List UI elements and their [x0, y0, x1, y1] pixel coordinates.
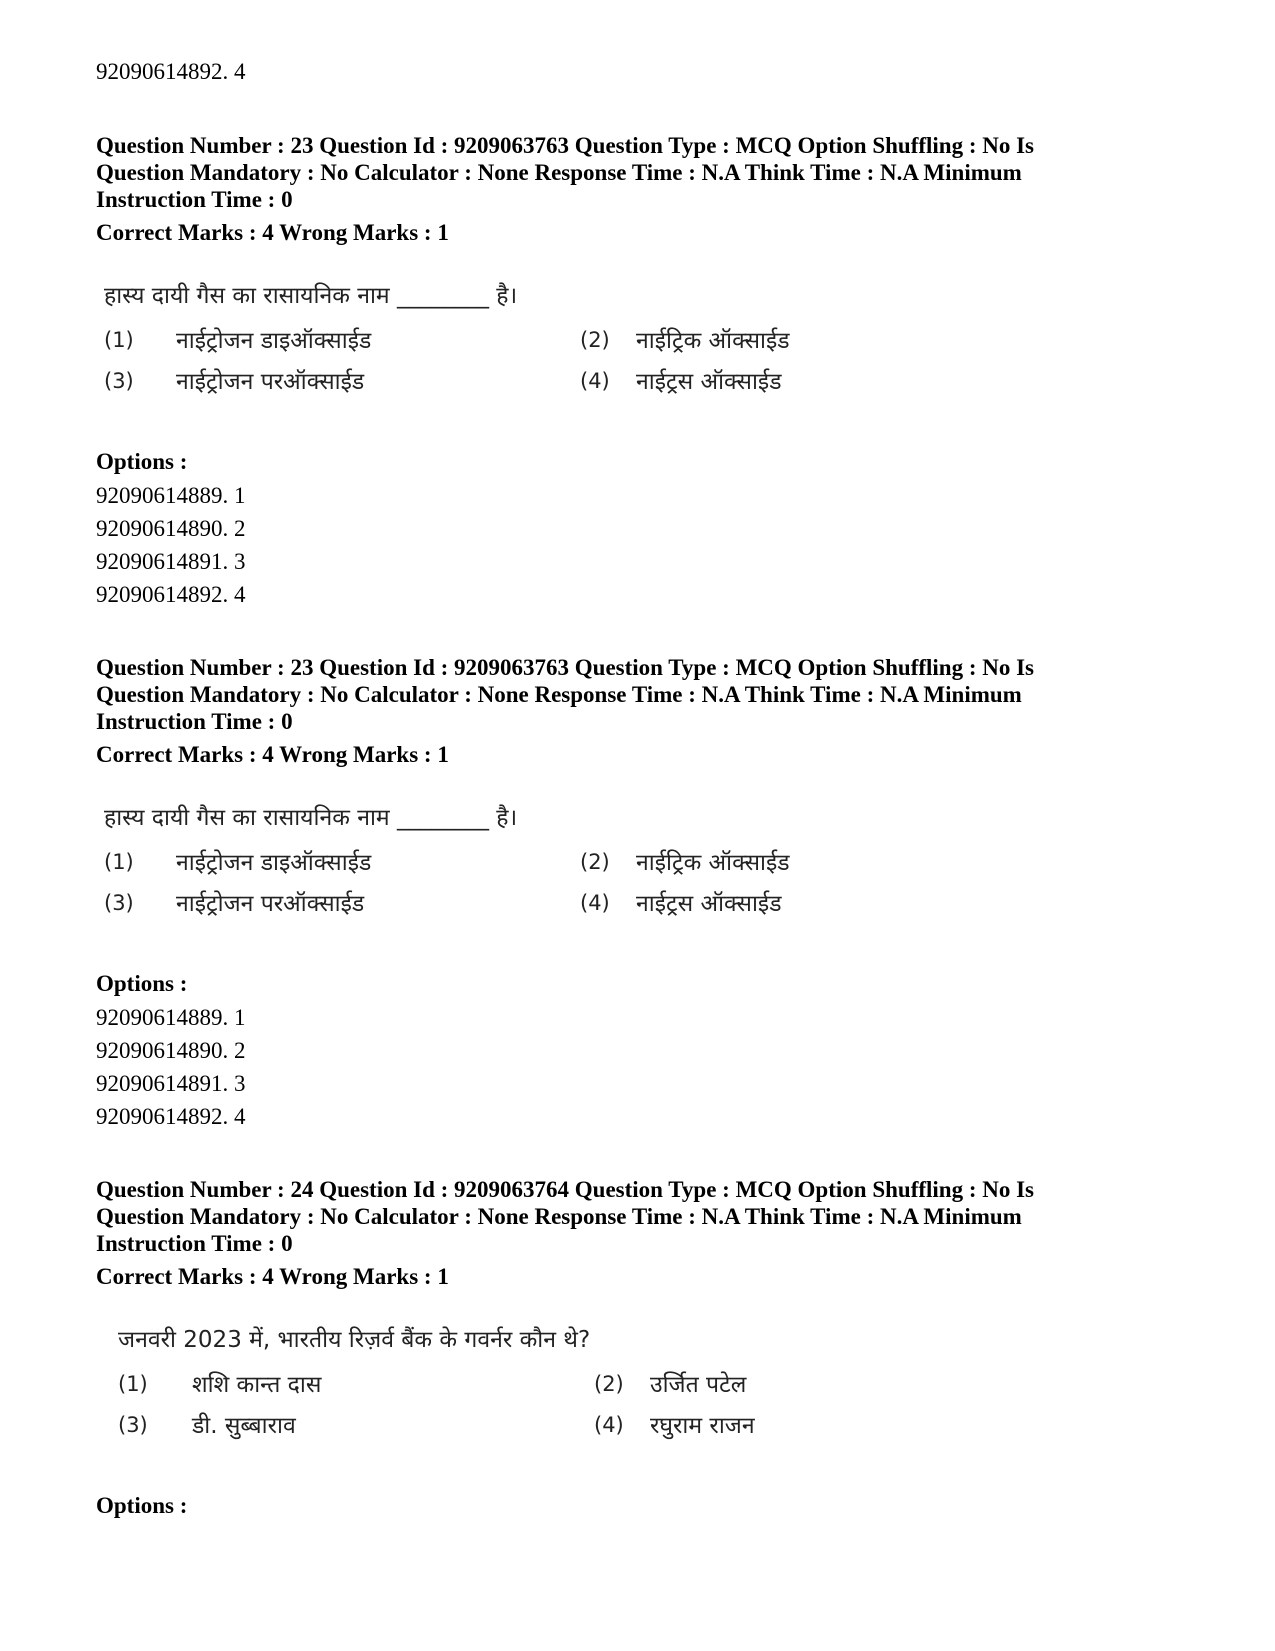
question-meta-line: Question Mandatory : No Calculator : None Response Time : N.A Think Time : N.A Minimum: [96, 160, 1022, 185]
choice-text: डी. सुब्बाराव: [192, 1413, 296, 1439]
option-line: 92090614890. 2: [96, 1038, 246, 1063]
choice-text: नाईट्रोजन डाइऑक्साईड: [176, 328, 372, 354]
choice-number: (4): [580, 369, 610, 393]
option-line: 92090614892. 4: [96, 582, 246, 607]
marks-line: Correct Marks : 4 Wrong Marks : 1: [96, 220, 449, 245]
choice-text: नाईट्रस ऑक्साईड: [636, 891, 782, 917]
question-meta-line: Question Number : 24 Question Id : 9209063764 Question Type : MCQ Option Shuffling : No Is: [96, 1177, 1035, 1202]
question-text: हास्य दायी गैस का रासायनिक नाम ________ है।: [104, 805, 518, 831]
choice-number: (3): [104, 891, 134, 915]
options-heading: Options :: [96, 971, 188, 996]
option-line: 92090614891. 3: [96, 1071, 246, 1096]
option-line: 92090614889. 1: [96, 1005, 246, 1030]
choice-number: (3): [104, 369, 134, 393]
option-line: 92090614892. 4: [96, 59, 246, 84]
option-line: 92090614889. 1: [96, 483, 246, 508]
question-meta-line: Instruction Time : 0: [96, 1231, 293, 1256]
choice-text: नाईट्रिक ऑक्साईड: [636, 328, 790, 354]
option-line: 92090614890. 2: [96, 516, 246, 541]
choice-text: नाईट्रिक ऑक्साईड: [636, 850, 790, 876]
options-heading: Options :: [96, 449, 188, 474]
choice-number: (2): [594, 1372, 624, 1396]
choice-number: (1): [118, 1372, 148, 1396]
choice-text: नाईट्रोजन परऑक्साईड: [176, 369, 365, 395]
choice-text: उर्जित पटेल: [650, 1372, 747, 1398]
option-line: 92090614892. 4: [96, 1104, 246, 1129]
choice-number: (1): [104, 328, 134, 352]
options-heading: Options :: [96, 1493, 188, 1518]
choice-text: रघुराम राजन: [650, 1413, 755, 1439]
choice-text: नाईट्रस ऑक्साईड: [636, 369, 782, 395]
choice-text: शशि कान्त दास: [192, 1372, 322, 1398]
question-meta-line: Question Mandatory : No Calculator : None Response Time : N.A Think Time : N.A Minimum: [96, 682, 1022, 707]
question-meta-line: Question Number : 23 Question Id : 9209063763 Question Type : MCQ Option Shuffling : No Is: [96, 133, 1035, 158]
choice-number: (2): [580, 328, 610, 352]
choice-number: (2): [580, 850, 610, 874]
choice-number: (3): [118, 1413, 148, 1437]
question-text: जनवरी 2023 में, भारतीय रिज़र्व बैंक के गवर्नर कौन थे?: [118, 1327, 591, 1353]
option-line: 92090614891. 3: [96, 549, 246, 574]
question-meta-line: Instruction Time : 0: [96, 187, 293, 212]
marks-line: Correct Marks : 4 Wrong Marks : 1: [96, 742, 449, 767]
question-meta-line: Question Mandatory : No Calculator : None Response Time : N.A Think Time : N.A Minimum: [96, 1204, 1022, 1229]
choice-number: (4): [580, 891, 610, 915]
question-text: हास्य दायी गैस का रासायनिक नाम ________ है।: [104, 283, 518, 309]
question-meta-line: Instruction Time : 0: [96, 709, 293, 734]
marks-line: Correct Marks : 4 Wrong Marks : 1: [96, 1264, 449, 1289]
choice-text: नाईट्रोजन परऑक्साईड: [176, 891, 365, 917]
choice-text: नाईट्रोजन डाइऑक्साईड: [176, 850, 372, 876]
choice-number: (1): [104, 850, 134, 874]
choice-number: (4): [594, 1413, 624, 1437]
question-meta-line: Question Number : 23 Question Id : 9209063763 Question Type : MCQ Option Shuffling : No Is: [96, 655, 1035, 680]
